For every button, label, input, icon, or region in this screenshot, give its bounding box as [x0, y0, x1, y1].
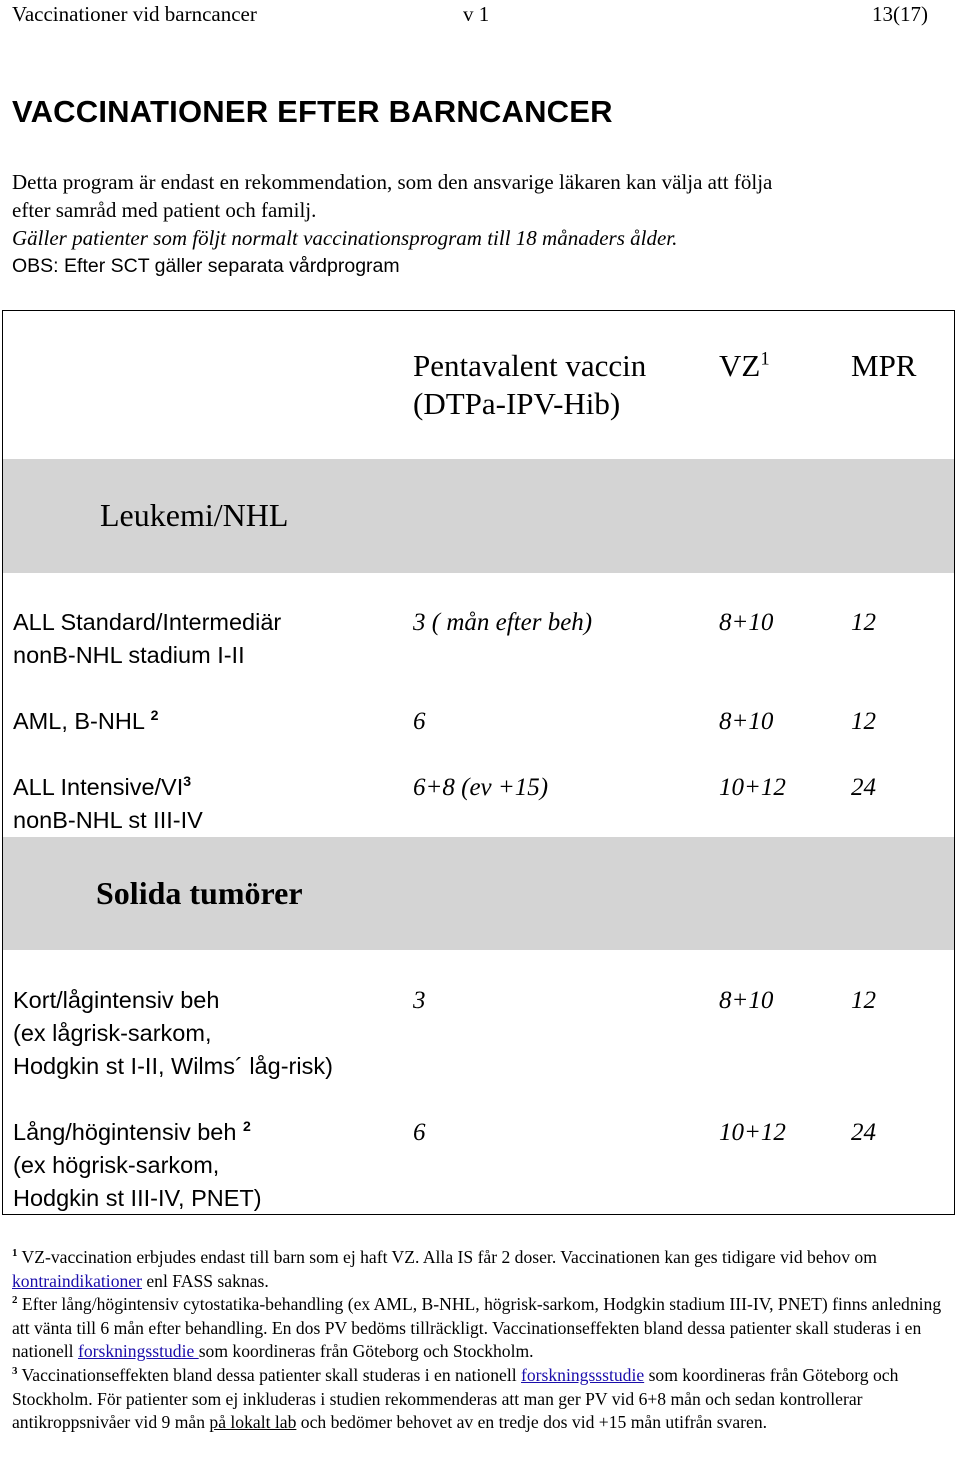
column-header-mpr: MPR: [851, 348, 917, 383]
intro-line: Detta program är endast en rekommendation, som den ansvarige läkaren kan välja att följa: [12, 170, 773, 194]
page-title: VACCINATIONER EFTER BARNCANCER: [12, 94, 613, 129]
link-kontraindikationer[interactable]: kontraindikationer: [12, 1270, 142, 1291]
column-header-vz: [719, 347, 770, 385]
section-title-leukemi: Leukemi/NHL: [100, 497, 289, 533]
cell-pentavalent: 6: [413, 708, 426, 735]
cell-pentavalent: 6: [413, 1119, 426, 1146]
footnote-2: [12, 1293, 947, 1364]
vaccination-table: [2, 310, 955, 1215]
cell-mpr: 12: [851, 609, 876, 636]
footnote-1: [12, 1246, 947, 1293]
link-forskningssstudie[interactable]: forskningssstudie: [521, 1364, 645, 1385]
version-label: v 1: [463, 2, 490, 26]
row-label-line: AML, B-NHL: [13, 708, 145, 734]
row-label-line: nonB-NHL st III-IV: [13, 807, 203, 833]
footnote-text: enl FASS saknas.: [141, 1270, 269, 1291]
footnote-number: 2: [12, 1294, 18, 1307]
footnote-number: 1: [12, 1247, 18, 1260]
cell-mpr: 12: [851, 987, 876, 1014]
row-label: [13, 1116, 262, 1215]
page-number: 13(17): [872, 2, 928, 26]
footnote-text: Efter lång/högintensiv cytostatika-behandling (ex AML, B-NHL, högrisk-sarkom, Hodgkin stadium III-IV, PNET) finns anledning att vänta till 6 mån efter behandling. En dos PV bedöms tillräckligt. Vaccinationseffekten bland dessa patienter skall studeras i en nationell: [12, 1294, 942, 1362]
row-label: [13, 705, 158, 738]
intro-text: [12, 168, 942, 280]
footnote-ref: 2: [150, 707, 159, 724]
intro-line: efter samråd med patient och familj.: [12, 198, 317, 222]
footnote-3: [12, 1364, 947, 1435]
footnotes: [12, 1246, 947, 1435]
section-title-solida: Solida tumörer: [96, 875, 303, 911]
cell-mpr: 24: [851, 774, 876, 801]
column-header-vz-text: VZ: [719, 348, 761, 383]
footnote-text: VZ-vaccination erbjudes endast till barn som ej haft VZ. Alla IS får 2 doser. Vaccinationen kan ges tidigare vid behov om: [21, 1247, 877, 1267]
footnote-text: som koordineras från Göteborg och Stockholm. För patienter som ej inkluderas i studien rekommenderas att man ger PV vid 6+8 mån och sedan kontrollerar antikroppsnivåer vid 9 mån: [12, 1364, 899, 1433]
row-label-line: ALL Standard/Intermediär: [13, 609, 282, 635]
footnote-ref: 2: [242, 1118, 251, 1135]
cell-vz: 8+10: [719, 987, 774, 1014]
column-header-line: Pentavalent vaccin: [413, 348, 647, 383]
cell-pentavalent: 3 ( mån efter beh): [413, 609, 593, 636]
footnote-text: Vaccinationseffekten bland dessa patienter skall studeras i en nationell: [21, 1364, 522, 1385]
section-band-leukemi: [3, 459, 954, 573]
intro-obs-line: OBS: Efter SCT gäller separata vårdprogram: [12, 255, 400, 277]
footnote-number: 3: [12, 1365, 18, 1378]
footnote-text: och bedömer behovet av en tredje dos vid +15 mån utifrån svaren.: [296, 1412, 768, 1433]
section-band-solida: [3, 837, 954, 950]
cell-mpr: 24: [851, 1119, 876, 1146]
row-label: [13, 771, 203, 837]
cell-vz: 10+12: [719, 1119, 786, 1146]
row-label-line: Hodgkin st I-II, Wilms´ låg-risk): [13, 1053, 333, 1079]
cell-pentavalent: 6+8 (ev +15): [413, 774, 549, 801]
row-label-line: (ex högrisk-sarkom,: [13, 1152, 220, 1178]
cell-mpr: 12: [851, 708, 876, 735]
cell-vz: 8+10: [719, 609, 774, 636]
row-label-line: ALL Intensive/VI: [13, 774, 184, 800]
row-label-line: (ex lågrisk-sarkom,: [13, 1020, 212, 1046]
row-label: [13, 984, 333, 1083]
row-label-line: Hodgkin st III-IV, PNET): [13, 1185, 262, 1211]
footnote-ref: 3: [183, 773, 192, 790]
intro-line: Gäller patienter som följt normalt vaccinationsprogram till 18 månaders ålder.: [12, 226, 678, 250]
column-header-line: (DTPa-IPV-Hib): [413, 386, 621, 421]
document-title: Vaccinationer vid barncancer: [12, 2, 257, 26]
column-header-pentavalent: [413, 347, 646, 423]
cell-vz: 10+12: [719, 774, 786, 801]
row-label-line: Lång/högintensiv beh: [13, 1119, 237, 1145]
link-forskningsstudie[interactable]: forskningsstudie: [77, 1341, 199, 1362]
footnote-text: som koordineras från Göteborg och Stockholm.: [198, 1341, 534, 1362]
page-header: [0, 0, 960, 34]
cell-pentavalent: 3: [413, 987, 426, 1014]
footnote-ref: 1: [760, 348, 770, 370]
row-label: [13, 606, 281, 672]
cell-vz: 8+10: [719, 708, 774, 735]
row-label-line: nonB-NHL stadium I-II: [13, 642, 245, 668]
link-lokalt-lab[interactable]: på lokalt lab: [209, 1412, 297, 1433]
row-label-line: Kort/lågintensiv beh: [13, 987, 220, 1013]
